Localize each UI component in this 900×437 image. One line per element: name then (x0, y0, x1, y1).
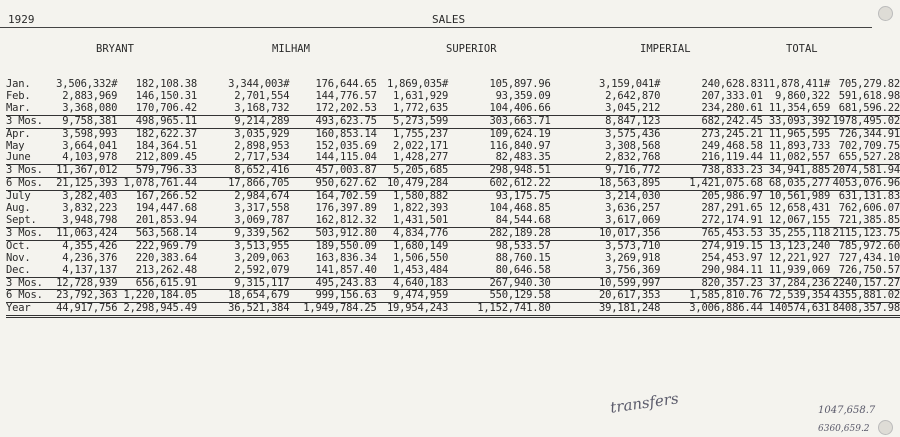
table-row (6, 152, 900, 164)
dollars-cell: 765,453.53 (660, 227, 763, 240)
units-cell: 3,832,223 (62, 202, 118, 215)
dollars-cell: 1978,495.02 (830, 115, 900, 128)
units-cell: 3,948,798 (62, 213, 118, 226)
units-cell: 4,103,978 (62, 151, 118, 164)
punch-hole-top (878, 6, 893, 21)
column-header-superior: SUPERIOR (446, 43, 497, 55)
units-cell: 3,575,436 (605, 127, 661, 140)
row-label: Sept. (6, 213, 37, 226)
units-cell: 3,168,732 (234, 101, 290, 114)
dollars-cell: 98,533.57 (495, 239, 551, 252)
dollars-cell: 176,397.89 (315, 202, 377, 215)
dollars-cell: 727,434.10 (838, 251, 900, 264)
year-total-row (6, 303, 900, 317)
dollars-cell: 999,156.63 (289, 290, 376, 303)
dollars-cell: 88,760.15 (495, 251, 551, 264)
dollars-cell: 591,618.98 (838, 89, 900, 102)
dollars-cell: 273,245.21 (701, 127, 763, 140)
dollars-cell: 681,596.22 (838, 101, 900, 114)
table-row (6, 240, 900, 252)
dollars-cell: 2240,157.27 (830, 277, 900, 290)
dollars-cell: 2115,123.75 (830, 227, 900, 240)
table-row (6, 215, 900, 227)
year-label: 1929 (8, 13, 35, 26)
header-rule (0, 27, 872, 28)
row-label: Mar. (6, 101, 31, 114)
dollars-cell: 3,006,886.44 (660, 303, 763, 317)
punch-hole-bottom (878, 420, 893, 435)
dollars-cell: 172,202.53 (315, 101, 377, 114)
units-cell: 1,631,929 (393, 89, 449, 102)
dollars-cell: 116,840.97 (489, 139, 551, 152)
dollars-cell: 141,857.40 (315, 263, 377, 276)
row-label: 6 Mos. (6, 178, 52, 191)
dollars-cell: 144,115.04 (315, 151, 377, 164)
units-cell: 3,664,041 (62, 139, 118, 152)
units-cell: 9,474,959 (377, 290, 448, 303)
dollars-cell: 194,447.68 (135, 202, 197, 215)
dollars-cell: 498,965.11 (117, 115, 197, 128)
handwritten-figure-1: 1047,658.7 (818, 405, 876, 416)
row-label: 3 Mos. (6, 277, 52, 290)
units-cell: 36,521,384 (197, 303, 289, 317)
units-cell: 19,954,243 (377, 303, 448, 317)
units-cell: 3,045,212 (605, 101, 661, 114)
units-cell: 3,317,558 (234, 202, 290, 215)
dollars-cell: 303,663.71 (448, 115, 551, 128)
units-cell: 2,022,171 (393, 139, 449, 152)
row-label: 3 Mos. (6, 165, 52, 178)
units-cell: 3,159,041# (598, 78, 661, 90)
units-cell: 17,866,705 (197, 178, 289, 191)
dollars-cell: 726,750.57 (838, 263, 900, 276)
units-cell: 3,035,929 (234, 127, 290, 140)
dollars-cell: 163,836.34 (315, 251, 377, 264)
units-cell: 1,428,277 (393, 151, 449, 164)
sales-table-body (6, 79, 900, 317)
row-label: 3 Mos. (6, 115, 52, 128)
units-cell: 23,792,363 (52, 290, 118, 303)
dollars-cell: 503,912.80 (289, 227, 376, 240)
units-cell: 12,728,939 (52, 277, 118, 290)
units-cell: 3,368,080 (62, 101, 118, 114)
dollars-cell: 950,627.62 (289, 178, 376, 191)
dollars-cell: 220,383.64 (135, 251, 197, 264)
units-cell: 72,539,354 (763, 290, 830, 303)
units-cell: 39,181,248 (551, 303, 661, 317)
units-cell: 21,125,393 (52, 178, 118, 191)
units-cell: 12,067,155 (768, 213, 831, 226)
row-label: May (6, 139, 25, 152)
column-header-imperial: IMPERIAL (640, 43, 691, 55)
dollars-cell: 563,568.14 (117, 227, 197, 240)
dollars-cell: 290,984.11 (701, 263, 763, 276)
units-cell: 3,308,568 (605, 139, 661, 152)
table-row (6, 103, 900, 115)
units-cell: 2,642,870 (605, 89, 661, 102)
units-cell: 20,617,353 (551, 290, 661, 303)
dollars-cell: 602,612.22 (448, 178, 551, 191)
dollars-cell: 2074,581.94 (830, 165, 900, 178)
units-cell: 8,652,416 (197, 165, 289, 178)
units-cell: 10,599,997 (551, 277, 661, 290)
handwritten-transfers-note: transfers (609, 389, 680, 417)
units-cell: 2,701,554 (234, 89, 290, 102)
units-cell: 10,479,284 (377, 178, 448, 191)
subtotal-row (6, 115, 900, 128)
column-header-total: TOTAL (786, 43, 818, 55)
dollars-cell: 184,364.51 (135, 139, 197, 152)
units-cell: 3,513,955 (234, 239, 290, 252)
row-label: Year (6, 303, 52, 317)
dollars-cell: 287,291.65 (701, 202, 763, 215)
units-cell: 18,654,679 (197, 290, 289, 303)
units-cell: 2,832,768 (605, 151, 661, 164)
units-cell: 3,506,332# (56, 78, 118, 90)
units-cell: 1,506,550 (393, 251, 449, 264)
dollars-cell: 234,280.61 (701, 101, 763, 114)
subtotal-row (6, 165, 900, 178)
units-cell: 2,717,534 (234, 151, 290, 164)
units-cell: 1,772,635 (393, 101, 449, 114)
units-cell: 4,355,426 (62, 239, 118, 252)
units-cell: 9,716,772 (551, 165, 661, 178)
dollars-cell: 144,776.57 (315, 89, 377, 102)
row-label: Aug. (6, 202, 31, 215)
subtotal-row (6, 178, 900, 191)
units-cell: 2,883,969 (62, 89, 118, 102)
row-label: July (6, 190, 31, 203)
dollars-cell: 282,189.28 (448, 227, 551, 240)
dollars-cell: 702,709.75 (838, 139, 900, 152)
units-cell: 1,431,501 (393, 213, 449, 226)
table-row (6, 265, 900, 277)
dollars-cell: 104,406.66 (489, 101, 551, 114)
units-cell: 11,893,733 (768, 139, 831, 152)
dollars-cell: 272,174.91 (701, 213, 763, 226)
units-cell: 3,344,003# (228, 78, 290, 90)
dollars-cell: 162,812.32 (315, 213, 377, 226)
handwritten-figure-2: 6360,659.2 (818, 424, 870, 434)
units-cell: 3,269,918 (605, 251, 661, 264)
dollars-cell: 216,119.44 (701, 151, 763, 164)
dollars-cell: 160,853.14 (315, 127, 377, 140)
dollars-cell: 1,585,810.76 (660, 290, 763, 303)
units-cell: 8,847,123 (551, 115, 661, 128)
units-cell: 9,214,289 (197, 115, 289, 128)
dollars-cell: 254,453.97 (701, 251, 763, 264)
dollars-cell: 1,078,761.44 (117, 178, 197, 191)
units-cell: 4,640,183 (377, 277, 448, 290)
units-cell: 3,282,403 (62, 190, 118, 203)
dollars-cell: 298,948.51 (448, 165, 551, 178)
dollars-cell: 201,853.94 (135, 213, 197, 226)
dollars-cell: 222,969.79 (135, 239, 197, 252)
units-cell: 140574,631 (763, 303, 830, 317)
units-cell: 11,367,012 (52, 165, 118, 178)
units-cell: 2,592,079 (234, 263, 290, 276)
subtotal-row (6, 290, 900, 303)
dollars-cell: 80,646.58 (495, 263, 551, 276)
dollars-cell: 631,131.83 (838, 190, 900, 203)
dollars-cell: 213,262.48 (135, 263, 197, 276)
units-cell: 37,284,236 (763, 277, 830, 290)
units-cell: 5,205,685 (377, 165, 448, 178)
units-cell: 33,093,392 (763, 115, 830, 128)
row-label: Feb. (6, 89, 31, 102)
dollars-cell: 189,550.09 (315, 239, 377, 252)
units-cell: 2,898,953 (234, 139, 290, 152)
units-cell: 12,658,431 (768, 202, 831, 215)
dollars-cell: 726,344.91 (838, 127, 900, 140)
dollars-cell: 738,833.23 (660, 165, 763, 178)
dollars-cell: 656,615.91 (117, 277, 197, 290)
row-label: Oct. (6, 239, 31, 252)
dollars-cell: 109,624.19 (489, 127, 551, 140)
units-cell: 3,209,063 (234, 251, 290, 264)
units-cell: 11,965,595 (768, 127, 831, 140)
dollars-cell: 1,152,741.80 (448, 303, 551, 317)
units-cell: 11,063,424 (52, 227, 118, 240)
dollars-cell: 182,622.37 (135, 127, 197, 140)
dollars-cell: 212,809.45 (135, 151, 197, 164)
units-cell: 1,453,484 (393, 263, 449, 276)
units-cell: 9,315,117 (197, 277, 289, 290)
dollars-cell: 205,986.97 (701, 190, 763, 203)
row-label: 6 Mos. (6, 290, 52, 303)
dollars-cell: 93,359.09 (495, 89, 551, 102)
units-cell: 5,273,599 (377, 115, 448, 128)
dollars-cell: 170,706.42 (135, 101, 197, 114)
units-cell: 4,834,776 (377, 227, 448, 240)
units-cell: 11,082,557 (768, 151, 831, 164)
dollars-cell: 495,243.83 (289, 277, 376, 290)
sheet-title: SALES (432, 13, 466, 26)
dollars-cell: 1,421,075.68 (660, 178, 763, 191)
units-cell: 1,822,393 (393, 202, 449, 215)
units-cell: 10,561,989 (768, 190, 831, 203)
dollars-cell: 1,220,184.05 (117, 290, 197, 303)
units-cell: 9,860,322 (774, 89, 831, 102)
units-cell: 1,869,035# (386, 78, 449, 90)
units-cell: 1,580,882 (393, 190, 449, 203)
dollars-cell: 705,279.82 (838, 78, 900, 90)
dollars-cell: 4355,881.02 (830, 290, 900, 303)
units-cell: 35,255,118 (763, 227, 830, 240)
units-cell: 3,636,257 (605, 202, 661, 215)
dollars-cell: 146,150.31 (135, 89, 197, 102)
units-cell: 11,354,659 (768, 101, 831, 114)
dollars-cell: 682,242.45 (660, 115, 763, 128)
units-cell: 9,758,381 (52, 115, 118, 128)
dollars-cell: 240,628.83 (701, 78, 763, 90)
dollars-cell: 249,468.58 (701, 139, 763, 152)
dollars-cell: 1,949,784.25 (289, 303, 376, 317)
units-cell: 4,236,376 (62, 251, 118, 264)
row-label: Dec. (6, 263, 31, 276)
subtotal-row (6, 227, 900, 240)
dollars-cell: 164,702.59 (315, 190, 377, 203)
units-cell: 3,756,369 (605, 263, 661, 276)
units-cell: 3,214,030 (605, 190, 661, 203)
units-cell: 12,221,927 (768, 251, 831, 264)
units-cell: 3,598,993 (62, 127, 118, 140)
dollars-cell: 579,796.33 (117, 165, 197, 178)
subtotal-row (6, 277, 900, 290)
dollars-cell: 167,266.52 (135, 190, 197, 203)
row-label: Apr. (6, 127, 31, 140)
dollars-cell: 8408,357.98 (830, 303, 900, 317)
dollars-cell: 267,940.30 (448, 277, 551, 290)
dollars-cell: 2,298,945.49 (117, 303, 197, 317)
dollars-cell: 493,623.75 (289, 115, 376, 128)
units-cell: 3,617,069 (605, 213, 661, 226)
sales-table (6, 79, 900, 318)
units-cell: 4,137,137 (62, 263, 118, 276)
units-cell: 44,917,756 (52, 303, 118, 317)
row-label: Nov. (6, 251, 31, 264)
dollars-cell: 655,527.28 (838, 151, 900, 164)
units-cell: 1,755,237 (393, 127, 449, 140)
units-cell: 13,123,240 (768, 239, 831, 252)
row-label: June (6, 151, 31, 164)
dollars-cell: 105,897.96 (489, 78, 551, 90)
units-cell: 11,878,411# (762, 78, 831, 90)
units-cell: 3,573,710 (605, 239, 661, 252)
units-cell: 2,984,674 (234, 190, 290, 203)
dollars-cell: 152,035.69 (315, 139, 377, 152)
units-cell: 68,035,277 (763, 178, 830, 191)
row-label: 3 Mos. (6, 227, 52, 240)
dollars-cell: 84,544.68 (495, 213, 551, 226)
dollars-cell: 104,468.85 (489, 202, 551, 215)
units-cell: 3,069,787 (234, 213, 290, 226)
dollars-cell: 820,357.23 (660, 277, 763, 290)
units-cell: 10,017,356 (551, 227, 661, 240)
dollars-cell: 93,175.75 (495, 190, 551, 203)
dollars-cell: 785,972.60 (838, 239, 900, 252)
dollars-cell: 176,644.65 (315, 78, 377, 90)
dollars-cell: 4053,076.96 (830, 178, 900, 191)
row-label: Jan. (6, 78, 31, 90)
dollars-cell: 762,606.07 (838, 202, 900, 215)
table-row (6, 128, 900, 140)
column-header-milham: MILHAM (272, 43, 310, 55)
table-row (6, 253, 900, 265)
dollars-cell: 274,919.15 (701, 239, 763, 252)
column-header-bryant: BRYANT (96, 43, 134, 55)
dollars-cell: 207,333.01 (701, 89, 763, 102)
units-cell: 18,563,895 (551, 178, 661, 191)
dollars-cell: 721,385.85 (838, 213, 900, 226)
dollars-cell: 82,483.35 (495, 151, 551, 164)
units-cell: 1,680,149 (393, 239, 449, 252)
units-cell: 11,939,069 (768, 263, 831, 276)
units-cell: 34,941,885 (763, 165, 830, 178)
units-cell: 9,339,562 (197, 227, 289, 240)
dollars-cell: 550,129.58 (448, 290, 551, 303)
dollars-cell: 457,003.87 (289, 165, 376, 178)
dollars-cell: 182,108.38 (135, 78, 197, 90)
